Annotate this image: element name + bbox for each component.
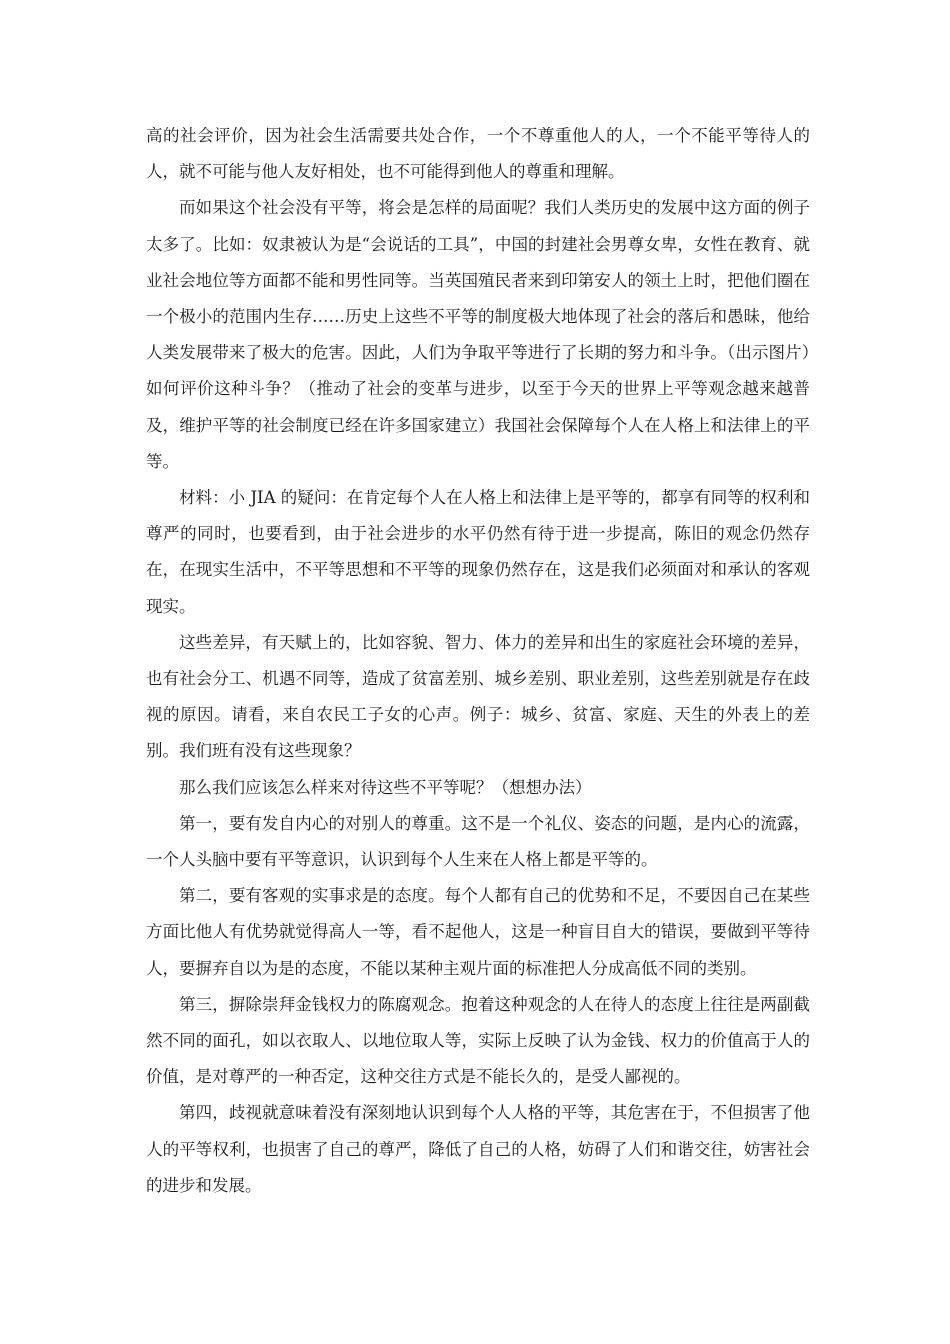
paragraph-first-point: 第一，要有发自内心的对别人的尊重。这不是一个礼仪、姿态的问题，是内心的流露，一个人头脑中要有平等意识，认识到每个人生来在人格上都是平等的。 (146, 813, 810, 870)
paragraph-social-evaluation: 高的社会评价，因为社会生活需要共处合作，一个不尊重他人的人，一个不能平等待人的人，就不可能与他人友好相处，也不可能得到他人的尊重和理解。 (146, 126, 810, 182)
paragraph-how-to-treat: 那么我们应该怎么样来对待这些不平等呢？（想想办法） (179, 777, 592, 797)
paragraph-material-question: 材料：小 JIA 的疑问：在肯定每个人在人格上和法律上是平等的，都享有同等的权利和尊严的同时，也要看到，由于社会进步的水平仍然有待于进一步提高，陈旧的观念仍然存在，在现实生活中，不平等思想和不平等的现象仍然存在，这是我们必须面对和承认的客观现实。 (146, 488, 810, 616)
paragraph-history-inequality: 而如果这个社会没有平等，将会是怎样的局面呢？我们人类历史的发展中这方面的例子太多了。比如：奴隶被认为是“会说话的工具”，中国的封建社会男尊女卑，女性在教育、就业社会地位等方面都不能和男性同等。当英国殖民者来到印第安人的领土上时，把他们圈在一个极小的范围内生存……历史上这些不平等的制度极大地体现了社会的落后和愚昧，他给人类发展带来了极大的危害。因此，人们为争取平等进行了长期的努力和斗争。（出示图片）如何评价这种斗争？（推动了社会的变革与进步，以至于今天的世界上平等观念越来越普及，维护平等的社会制度已经在许多国家建立）我国社会保障每个人在人格上和法律上的平等。 (146, 198, 810, 471)
paragraph-second-point: 第二，要有客观的实事求是的态度。每个人都有自己的优势和不足，不要因自己在某些方面比他人有优势就觉得高人一等，看不起他人，这是一种盲目自大的错误，要做到平等待人，要摒弃自以为是的态度，不能以某种主观片面的标准把人分成高低不同的类别。 (146, 886, 810, 978)
document-body (146, 118, 810, 1204)
paragraph-differences: 这些差异，有天赋上的，比如容貌、智力、体力的差异和出生的家庭社会环境的差异，也有社会分工、机遇不同等，造成了贫富差别、城乡差别、职业差别，这些差别就是存在歧视的原因。请看，来自农民工子女的心声。例子：城乡、贫富、家庭、天生的外表上的差别。我们班有没有这些现象？ (146, 632, 810, 761)
paragraph-fourth-point: 第四，歧视就意味着没有深刻地认识到每个人人格的平等，其危害在于，不但损害了他人的平等权利，也损害了自己的尊严，降低了自己的人格，妨碍了人们和谐交往，妨害社会的进步和发展。 (146, 1103, 810, 1195)
paragraph-third-point: 第三，摒除崇拜金钱权力的陈腐观念。抱着这种观念的人在待人的态度上往往是两副截然不同的面孔，如以衣取人、以地位取人等，实际上反映了认为金钱、权力的价值高于人的价值，是对尊严的一种否定，这种交往方式是不能长久的，是受人鄙视的。 (146, 994, 810, 1087)
